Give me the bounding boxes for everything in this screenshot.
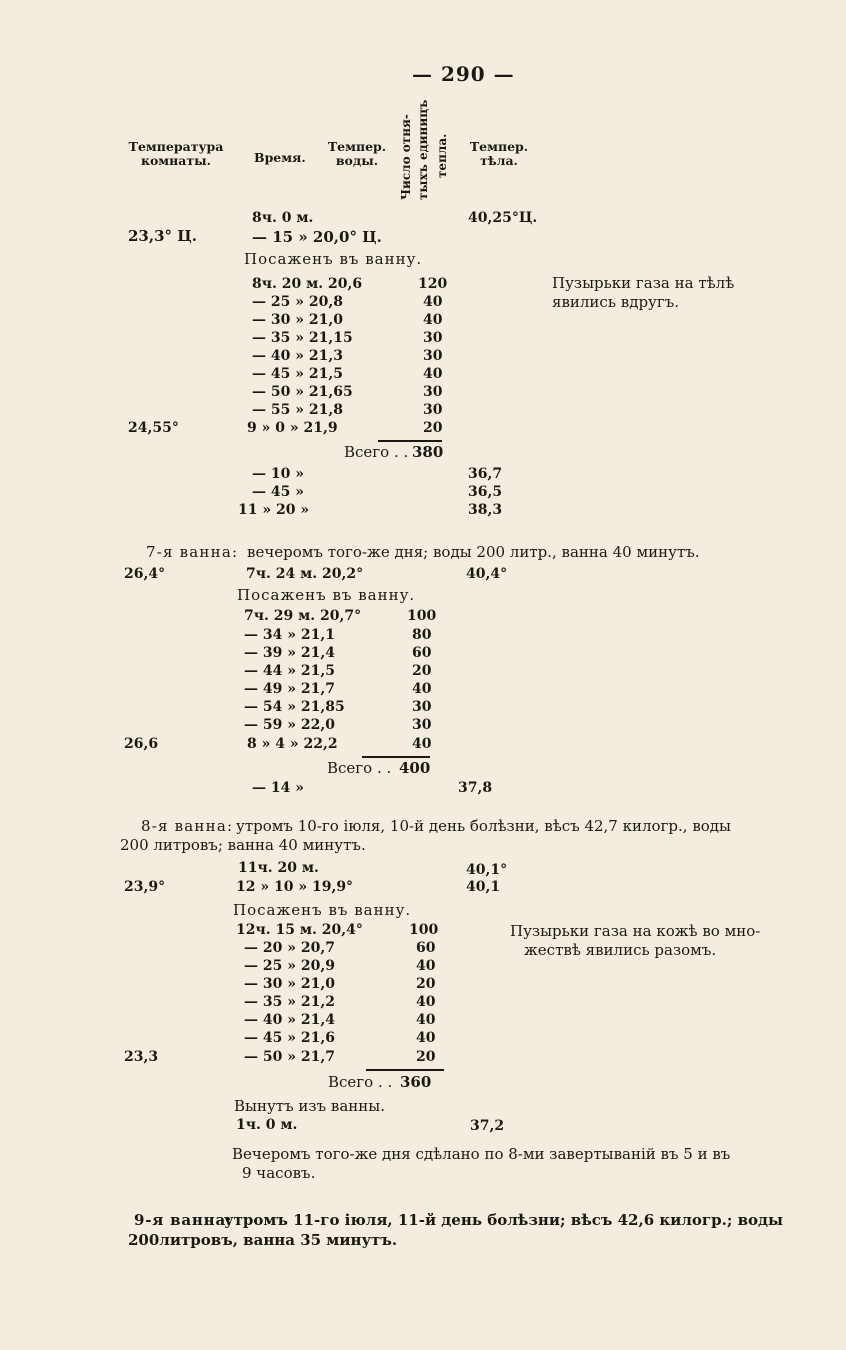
units-cell: 60: [412, 645, 432, 661]
units-cell: 40: [412, 681, 432, 697]
header-room-temp: Температура комнаты.: [128, 139, 224, 168]
units-cell: 20: [412, 663, 432, 679]
units-cell: 40: [412, 736, 432, 752]
b7-room: 26,4°: [124, 566, 166, 582]
b6-note: [552, 274, 802, 312]
table-row: — 20 » 20,7: [244, 940, 335, 956]
units-cell: 40: [416, 1030, 436, 1046]
table-row: 12ч. 15 м. 20,4°: [236, 922, 363, 938]
units-cell: 30: [423, 384, 443, 400]
b8-sum-rule: [366, 1069, 444, 1071]
b7-sum-rule: [362, 756, 430, 758]
b6-placed: Посаженъ въ ванну.: [244, 250, 423, 268]
table-row: 8 » 4 » 22,2: [247, 736, 338, 752]
table-row: — 39 » 21,4: [244, 645, 335, 661]
b8-room: 23,9°: [124, 879, 166, 895]
units-cell: 100: [409, 922, 439, 938]
body-cell: 36,7: [468, 466, 503, 482]
table-row: — 35 » 21,2: [244, 994, 335, 1010]
units-cell: 30: [423, 330, 443, 346]
table-row: — 10 »: [252, 466, 304, 482]
table-row: — 45 »: [252, 484, 304, 500]
table-row: — 50 » 21,7: [244, 1049, 335, 1065]
units-cell: 100: [407, 608, 437, 624]
table-row: — 34 » 21,1: [244, 627, 335, 643]
header-time: Время.: [254, 150, 306, 165]
b9-desc-line1: утромъ 11-го іюля, 11-й день болѣзни; вѣсъ 42,6 килогр.; воды: [224, 1211, 784, 1229]
b9-desc-line2: 200литровъ, ванна 35 минутъ.: [128, 1231, 398, 1249]
b6-total-label: Всего . .: [344, 443, 409, 461]
units-cell: 40: [416, 994, 436, 1010]
b6-row-15: — 15 » 20,0° Ц.: [252, 228, 382, 246]
units-cell: 40: [423, 312, 443, 328]
header-heat-units: [396, 92, 468, 202]
b8-out-body: 37,2: [470, 1118, 505, 1134]
table-row: — 40 » 21,3: [252, 348, 343, 364]
header-heat-units-line3: тепла.: [435, 133, 449, 178]
b8-room-end: 23,3: [124, 1049, 159, 1065]
b8-out-time: 1ч. 0 м.: [236, 1117, 298, 1133]
units-cell: 30: [412, 699, 432, 715]
units-cell: 40: [423, 294, 443, 310]
b8-placed: Посаженъ въ ванну.: [233, 901, 412, 919]
page-number: — 290 —: [412, 62, 515, 86]
b6-room-temp: 23,3° Ц.: [128, 227, 197, 245]
table-row: 9 » 0 » 21,9: [247, 420, 338, 436]
table-row: — 59 » 22,0: [244, 717, 335, 733]
b7-desc: вечеромъ того-же дня; воды 200 литр., ванна 40 минутъ.: [247, 543, 700, 561]
b6-note-text: Пузырьки газа на тѣлѣ явились вдругъ.: [552, 274, 735, 311]
units-cell: 80: [412, 627, 432, 643]
b8-note-line2: жествѣ явились разомъ.: [524, 941, 717, 959]
b8-evening-line1: Вечеромъ того-же дня сдѣлано по 8-ми завертываній въ 5 и въ: [232, 1145, 731, 1163]
header-heat-units-line2: тыхъ единицъ: [416, 99, 430, 200]
table-row: — 44 » 21,5: [244, 663, 335, 679]
b6-room-end: 24,55°: [128, 420, 179, 436]
b6-sum-rule: [378, 440, 442, 442]
units-cell: 30: [412, 717, 432, 733]
b8-row2-body: 40,1: [466, 879, 501, 895]
table-row: — 25 » 20,9: [244, 958, 335, 974]
units-cell: 20: [416, 1049, 436, 1065]
b7-title: 7-я ванна:: [146, 543, 239, 561]
b7-start-body: 40,4°: [466, 566, 508, 582]
table-row: — 35 » 21,15: [252, 330, 353, 346]
b7-start: 7ч. 24 м. 20,2°: [246, 566, 364, 582]
units-cell: 30: [423, 348, 443, 364]
b8-row2-time: 12 » 10 » 19,9°: [236, 879, 354, 895]
header-water-temp: Темпер. воды.: [327, 139, 387, 168]
b8-out: Вынутъ изъ ванны.: [234, 1097, 385, 1115]
body-cell: 38,3: [468, 502, 503, 518]
b8-total-label: Всего . .: [328, 1073, 393, 1091]
table-row: — 49 » 21,7: [244, 681, 335, 697]
b8-row1-body: 40,1°: [466, 862, 508, 878]
b6-start-body: 40,25°Ц.: [468, 210, 538, 226]
b8-desc-line2: 200 литровъ; ванна 40 минутъ.: [120, 836, 366, 854]
b8-total-value: 360: [400, 1073, 432, 1091]
table-row: 8ч. 20 м. 20,6: [252, 276, 363, 292]
table-row: — 50 » 21,65: [252, 384, 353, 400]
units-cell: 60: [416, 940, 436, 956]
table-row: — 30 » 21,0: [244, 976, 335, 992]
units-cell: 40: [416, 958, 436, 974]
b7-room-end: 26,6: [124, 736, 159, 752]
b8-evening-line2: 9 часовъ.: [242, 1164, 316, 1182]
units-cell: 20: [416, 976, 436, 992]
b8-row1-time: 11ч. 20 м.: [238, 860, 319, 876]
b8-title: 8-я ванна:: [141, 817, 234, 835]
table-row: — 25 » 20,8: [252, 294, 343, 310]
b6-total-value: 380: [412, 443, 444, 461]
units-cell: 40: [416, 1012, 436, 1028]
units-cell: 20: [423, 420, 443, 436]
b7-total-label: Всего . .: [327, 759, 392, 777]
table-row: — 45 » 21,6: [244, 1030, 335, 1046]
table-row: 7ч. 29 м. 20,7°: [244, 608, 362, 624]
header-heat-units-line1: Число отня-: [399, 114, 413, 200]
header-body-temp: Темпер. тѣла.: [469, 139, 529, 168]
table-row: 11 » 20 »: [238, 502, 310, 518]
table-row: — 40 » 21,4: [244, 1012, 335, 1028]
b7-placed: Посаженъ въ ванну.: [237, 586, 416, 604]
table-row: — 55 » 21,8: [252, 402, 343, 418]
b8-desc-line1: утромъ 10-го іюля, 10-й день болѣзни, вѣсъ 42,7 килогр., воды: [236, 817, 731, 835]
b7-after-time: — 14 »: [252, 780, 304, 796]
b8-note-line1: Пузырьки газа на кожѣ во мно-: [510, 922, 761, 940]
b9-title: 9-я ванна:: [134, 1211, 233, 1229]
table-row: — 30 » 21,0: [252, 312, 343, 328]
table-row: — 45 » 21,5: [252, 366, 343, 382]
b7-total-value: 400: [399, 759, 431, 777]
units-cell: 40: [423, 366, 443, 382]
units-cell: 120: [418, 276, 448, 292]
units-cell: 30: [423, 402, 443, 418]
b6-start-time: 8ч. 0 м.: [252, 210, 314, 226]
body-cell: 36,5: [468, 484, 503, 500]
table-row: — 54 » 21,85: [244, 699, 345, 715]
b7-after-body: 37,8: [458, 780, 493, 796]
